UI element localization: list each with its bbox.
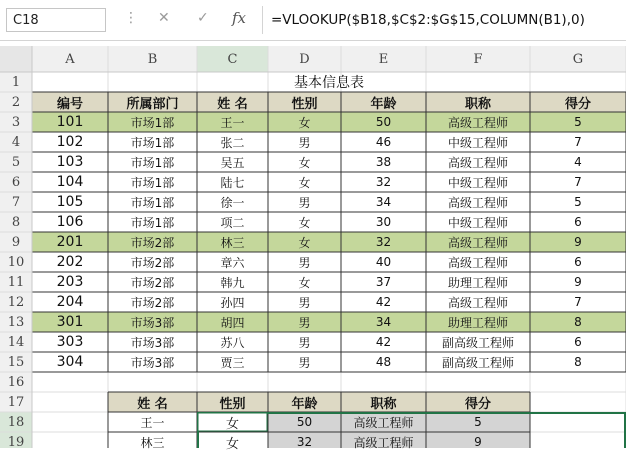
table-cell[interactable]: 42 [375,335,392,349]
table-cell[interactable]: 女 [298,115,311,130]
table-cell[interactable]: 项二 [220,215,245,230]
table-cell[interactable]: 市场2部 [130,255,175,270]
table-cell[interactable]: 105 [56,194,84,210]
header-cell: 年龄 [370,96,397,112]
table-cell[interactable]: 46 [375,135,392,149]
header-cell: 性别 [291,96,318,112]
spreadsheet-grid[interactable] [0,46,626,452]
table-cell[interactable]: 男 [298,255,311,270]
table-cell[interactable]: 市场3部 [130,315,175,330]
table-cell[interactable]: 6 [574,255,582,269]
column-header-c[interactable]: C [227,51,238,67]
table-cell[interactable]: 吴五 [220,155,245,170]
table-cell[interactable]: 40 [375,255,392,269]
table-cell[interactable]: 4 [574,155,582,169]
column-header-g[interactable]: G [572,51,584,67]
table-cell[interactable]: 市场1部 [130,135,175,150]
table-cell[interactable]: 男 [298,295,311,310]
lookup-header-cell: 职称 [370,396,397,412]
row-header-5[interactable]: 5 [11,154,21,170]
row-header-13[interactable]: 13 [7,314,25,330]
table-title: 基本信息表 [294,75,364,91]
table-cell[interactable]: 副高级工程师 [441,335,514,350]
header-cell: 编号 [56,96,83,112]
table-cell[interactable]: 301 [56,314,84,330]
header-cell: 职称 [464,96,491,112]
lookup-header-cell: 得分 [464,396,491,412]
table-cell[interactable]: 5 [574,195,582,209]
table-cell[interactable]: 市场2部 [130,295,175,310]
table-cell[interactable]: 34 [375,315,392,329]
table-cell[interactable]: 女 [298,155,311,170]
table-cell[interactable]: 6 [574,215,582,229]
table-cell[interactable]: 102 [56,134,84,150]
table-cell[interactable]: 高级工程师 [447,155,508,170]
table-cell[interactable]: 204 [56,294,84,310]
table-cell[interactable]: 徐一 [220,195,245,210]
lookup-cell[interactable]: 32 [296,435,313,449]
column-header-b[interactable]: B [147,51,158,67]
row-header-15[interactable]: 15 [7,354,25,370]
table-cell[interactable]: 32 [375,235,392,249]
lookup-header-cell: 姓 名 [137,396,168,412]
table-cell[interactable]: 市场1部 [130,155,175,170]
table-cell[interactable]: 50 [375,115,392,129]
lookup-cell[interactable]: 高级工程师 [353,415,414,430]
table-cell[interactable]: 5 [574,115,582,129]
column-header-e[interactable]: E [378,51,389,67]
table-cell[interactable]: 高级工程师 [447,295,508,310]
table-cell[interactable]: 高级工程师 [447,235,508,250]
table-cell[interactable]: 市场1部 [130,115,175,130]
table-cell[interactable]: 32 [375,175,392,189]
lookup-cell[interactable]: 女 [225,416,239,432]
row-header-10[interactable]: 10 [7,254,25,270]
table-cell[interactable]: 6 [574,335,582,349]
table-cell[interactable]: 203 [56,274,84,290]
formula-input[interactable]: =VLOOKUP($B18,$C$2:$G$15,COLUMN(B1),0) [262,6,620,34]
table-cell[interactable]: 男 [298,195,311,210]
table-cell[interactable]: 男 [298,135,311,150]
lookup-cell[interactable]: 林三 [140,435,165,450]
table-cell[interactable]: 男 [298,315,311,330]
row-header-9[interactable]: 9 [11,234,21,250]
lookup-header-cell: 年龄 [291,396,318,412]
column-header-d[interactable]: D [299,51,310,67]
lookup-cell[interactable]: 50 [296,415,313,429]
table-cell[interactable]: 市场1部 [130,195,175,210]
table-cell[interactable]: 林三 [220,235,245,250]
table-cell[interactable]: 章六 [220,255,245,270]
table-cell[interactable]: 9 [574,275,582,289]
table-cell[interactable]: 中级工程师 [447,135,508,150]
row-header-8[interactable]: 8 [11,214,21,230]
table-cell[interactable]: 助理工程师 [447,275,508,290]
table-cell[interactable]: 高级工程师 [447,255,508,270]
lookup-header-cell: 性别 [219,396,246,412]
more-options-icon[interactable]: ⋮ [124,10,138,26]
cancel-icon[interactable]: ✕ [158,10,170,26]
name-box[interactable]: C18 [6,8,106,32]
table-cell[interactable]: 201 [56,234,84,250]
lookup-cell[interactable]: 5 [474,415,482,429]
enter-icon[interactable]: ✓ [197,10,209,26]
table-cell[interactable]: 市场2部 [130,275,175,290]
row-header-12[interactable]: 12 [7,294,25,310]
row-header-4[interactable]: 4 [11,134,21,150]
header-cell: 姓 名 [217,96,248,112]
row-header-3[interactable]: 3 [11,114,21,130]
table-cell[interactable]: 38 [375,155,392,169]
row-header-18[interactable]: 18 [7,414,25,430]
table-cell[interactable]: 孙四 [220,295,245,310]
table-cell[interactable]: 304 [56,354,84,370]
table-cell[interactable]: 202 [56,254,84,270]
insert-function-icon[interactable]: fx [232,9,247,27]
header-cell: 所属部门 [126,96,179,112]
table-cell[interactable]: 34 [375,195,392,209]
table-cell[interactable]: 副高级工程师 [441,355,514,370]
table-cell[interactable]: 101 [56,114,84,130]
table-cell[interactable]: 中级工程师 [447,175,508,190]
row-header-7[interactable]: 7 [11,194,21,210]
table-cell[interactable]: 市场3部 [130,355,175,370]
table-cell[interactable]: 贾三 [220,355,245,370]
lookup-cell[interactable]: 高级工程师 [353,435,414,450]
lookup-cell[interactable]: 女 [225,436,239,452]
row-header-14[interactable]: 14 [7,334,25,350]
table-cell[interactable]: 市场1部 [130,175,175,190]
table-cell[interactable]: 中级工程师 [447,215,508,230]
table-cell[interactable]: 女 [298,235,311,250]
table-cell[interactable]: 女 [298,275,311,290]
table-cell[interactable]: 103 [56,154,84,170]
table-cell[interactable]: 王一 [220,115,245,130]
table-cell[interactable]: 104 [56,174,84,190]
row-header-16[interactable]: 16 [7,374,25,390]
table-cell[interactable]: 9 [574,235,582,249]
header-cell: 得分 [564,96,591,112]
table-cell[interactable]: 37 [375,275,392,289]
table-cell[interactable]: 高级工程师 [447,115,508,130]
table-cell[interactable]: 303 [56,334,84,350]
table-cell[interactable]: 市场1部 [130,215,175,230]
table-cell[interactable]: 106 [56,214,84,230]
table-cell[interactable]: 7 [574,135,582,149]
column-header-a[interactable]: A [65,51,75,67]
row-header-6[interactable]: 6 [11,174,21,190]
row-header-19[interactable]: 19 [7,434,25,450]
row-header-17[interactable]: 17 [7,394,25,410]
table-cell[interactable]: 韩九 [220,275,245,290]
table-cell[interactable]: 7 [574,175,582,189]
table-cell[interactable]: 女 [298,175,311,190]
row-header-11[interactable]: 11 [7,274,25,290]
table-cell[interactable]: 男 [298,335,311,350]
lookup-cell[interactable]: 王一 [140,415,165,430]
table-cell[interactable]: 男 [298,355,311,370]
formula-bar [0,0,626,41]
table-cell[interactable]: 市场3部 [130,335,175,350]
table-cell[interactable]: 张二 [220,135,245,150]
table-cell[interactable]: 42 [375,295,392,309]
table-cell[interactable]: 陆七 [220,175,245,190]
table-cell[interactable]: 市场2部 [130,235,175,250]
column-header-f[interactable]: F [473,51,483,67]
table-cell[interactable]: 7 [574,295,582,309]
table-cell[interactable]: 8 [574,315,582,329]
select-all-corner [0,46,32,72]
lookup-cell[interactable]: 9 [474,435,482,449]
table-cell[interactable]: 30 [375,215,392,229]
table-cell[interactable]: 高级工程师 [447,195,508,210]
table-cell[interactable]: 助理工程师 [447,315,508,330]
table-cell[interactable]: 女 [298,215,311,230]
row-header-2[interactable]: 2 [11,94,21,110]
table-cell[interactable]: 8 [574,355,582,369]
table-cell[interactable]: 苏八 [220,335,245,350]
table-cell[interactable]: 胡四 [220,315,245,330]
row-header-1[interactable]: 1 [11,74,21,90]
table-cell[interactable]: 48 [375,355,392,369]
